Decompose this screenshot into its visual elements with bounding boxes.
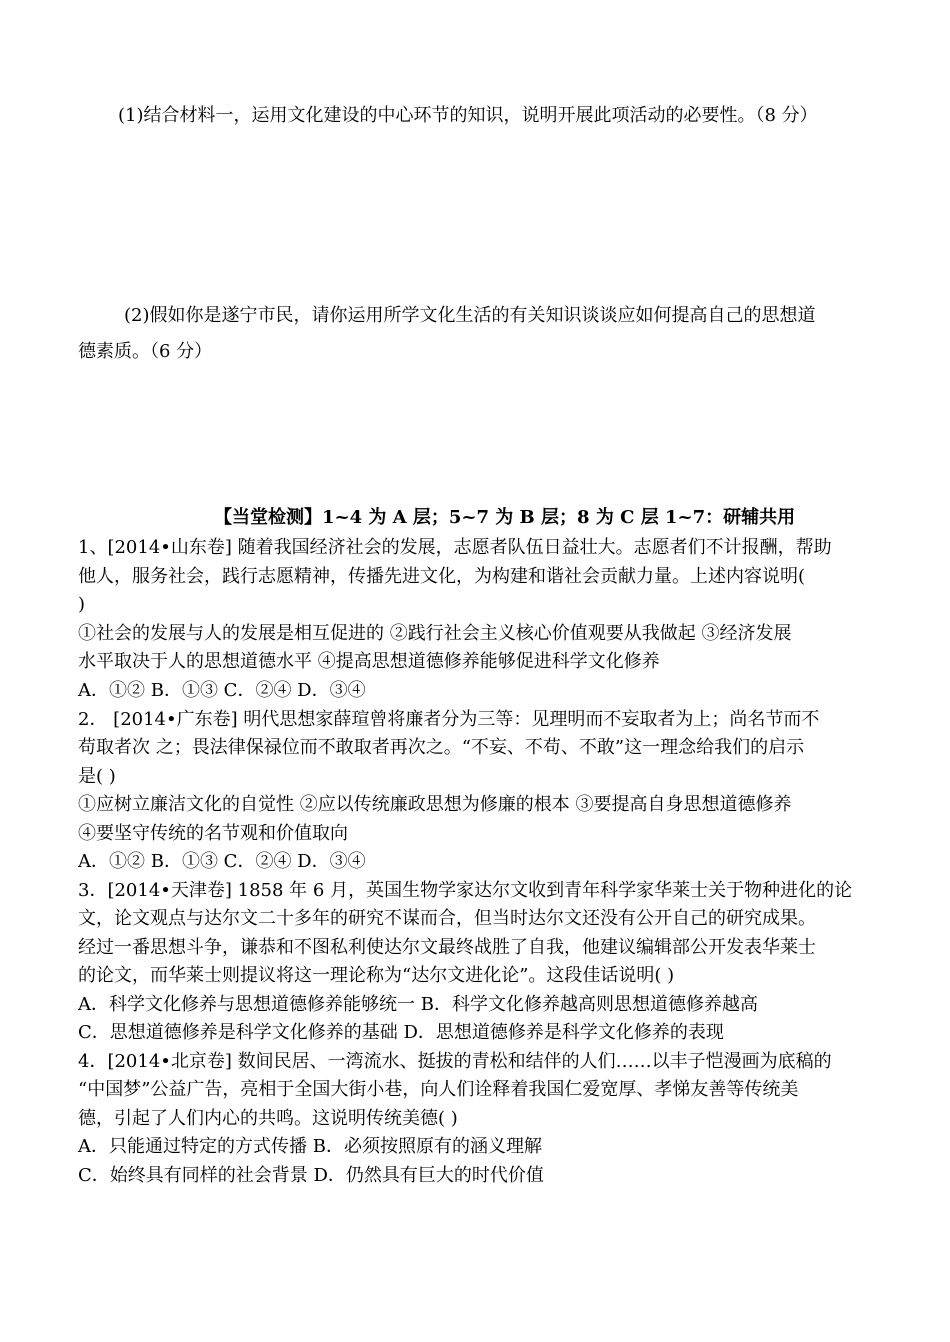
question-4-options: A．只能通过特定的方式传播 B．必须按照原有的涵义理解: [78, 1136, 542, 1157]
subquestion-2-line-1: (2)假如你是遂宁市民，请你运用所学文化生活的有关知识谈谈应如何提高自己的思想道: [124, 305, 816, 326]
question-2-stem-line: 2． [2014•广东卷] 明代思想家薛瑄曾将廉者分为三等：见理明而不妄取者为上；尚名节而不: [78, 709, 820, 730]
question-2-stem-line: 苟取者次 之；畏法律保禄位而不敢取者再次之。“不妄、不苟、不敢”这一理念给我们的启示: [78, 737, 805, 758]
question-1-stem-line: ): [78, 594, 86, 615]
section-heading: 【当堂检测】1~4 为 A 层；5~7 为 B 层；8 为 C 层 1~7：研辅共用: [214, 507, 796, 528]
question-3-stem-line: 的论文，而华莱士则提议将这一理论称为“达尔文进化论”。这段佳话说明( ): [78, 965, 675, 986]
subquestion-1: (1)结合材料一，运用文化建设的中心环节的知识，说明开展此项活动的必要性。（8 分）: [118, 105, 818, 126]
question-4-stem-line: 德，引起了人们内心的共鸣。这说明传统美德( ): [78, 1108, 458, 1129]
question-3-stem-line: 经过一番思想斗争，谦恭和不图私利使达尔文最终战胜了自我，他建议编辑部公开发表华莱士: [78, 937, 816, 958]
question-4-stem-line: 4．[2014•北京卷] 数间民居、一湾流水、挺拔的青松和结伴的人们……以丰子恺漫画为底稿的: [78, 1051, 832, 1072]
question-3-stem-line: 文，论文观点与达尔文二十多年的研究不谋而合，但当时达尔文还没有公开自己的研究成果。: [78, 908, 816, 929]
question-2-options: A．①② B．①③ C．②④ D．③④: [78, 851, 366, 872]
question-3-options: A．科学文化修养与思想道德修养能够统一 B．科学文化修养越高则思想道德修养越高: [78, 994, 758, 1015]
question-1-statement: 水平取决于人的思想道德水平 ④提高思想道德修养能够促进科学文化修养: [78, 651, 660, 672]
question-1-statement: ①社会的发展与人的发展是相互促进的 ②践行社会主义核心价值观要从我做起 ③经济发展: [78, 623, 792, 644]
question-4-options: C．始终具有同样的社会背景 D．仍然具有巨大的时代价值: [78, 1165, 544, 1186]
question-1-options: A．①② B．①③ C．②④ D．③④: [78, 680, 366, 701]
question-2-statement: ④要坚守传统的名节观和价值取向: [78, 823, 348, 844]
question-1-stem-line: 他人，服务社会，践行志愿精神，传播先进文化，为构建和谐社会贡献力量。上述内容说明(: [78, 566, 806, 587]
question-3-stem-line: 3．[2014•天津卷] 1858 年 6 月，英国生物学家达尔文收到青年科学家华莱士关于物种进化的论: [78, 880, 853, 901]
question-2-stem-line: 是( ): [78, 766, 116, 787]
question-3-options: C．思想道德修养是科学文化修养的基础 D．思想道德修养是科学文化修养的表现: [78, 1022, 724, 1043]
subquestion-2-line-2: 德素质。（6 分）: [78, 341, 213, 362]
question-4-stem-line: “中国梦”公益广告，亮相于全国大街小巷，向人们诠释着我国仁爱宽厚、孝悌友善等传统美: [78, 1079, 799, 1100]
question-2-statement: ①应树立廉洁文化的自觉性 ②应以传统廉政思想为修廉的根本 ③要提高自身思想道德修养: [78, 794, 792, 815]
question-1-stem-line: 1、[2014•山东卷] 随着我国经济社会的发展，志愿者队伍日益壮大。志愿者们不计报酬，帮助: [78, 537, 832, 558]
